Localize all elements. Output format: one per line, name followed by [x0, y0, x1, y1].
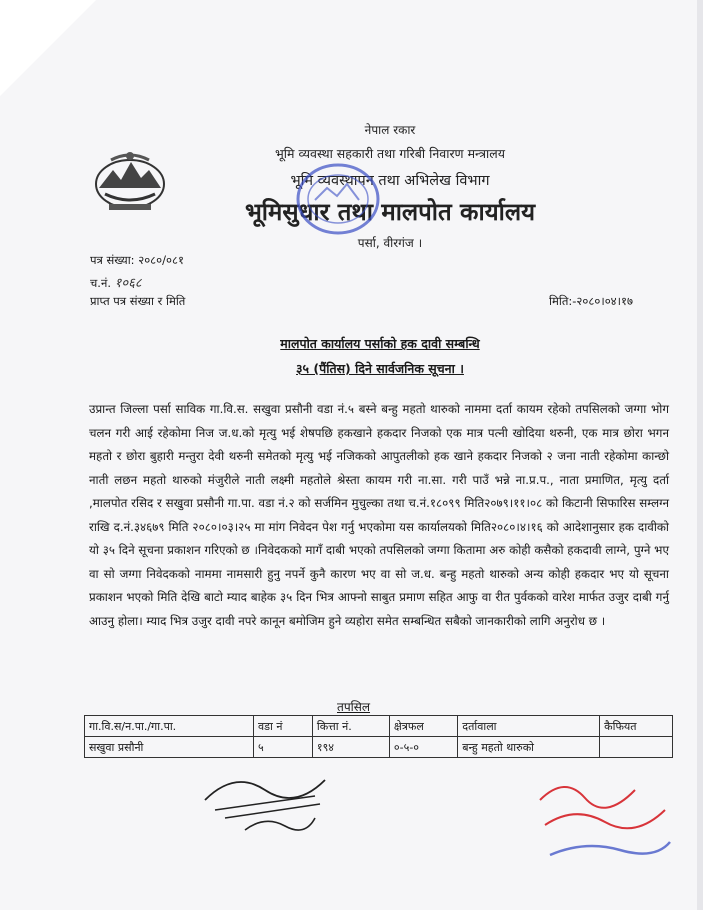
page-edge — [697, 0, 703, 910]
table-row — [85, 737, 673, 758]
header-ministry: भूमि व्यवस्था सहकारी तथा गरिबी निवारण मन्त्रालय — [275, 146, 505, 161]
table-header-row — [85, 716, 673, 737]
col-owner: दर्तावाला — [458, 716, 600, 737]
red-signature-stamp — [525, 770, 675, 870]
government-emblem-icon — [91, 148, 169, 214]
received-reference: प्राप्त पत्र संख्या र मिति — [90, 294, 186, 308]
subject-line-1: मालपोत कार्यालय पर्साको हक दावी सम्बन्धि — [280, 336, 480, 351]
header-office: भूमिसुधार तथा मालपोत कार्यालय — [244, 197, 536, 226]
cell-municipality: सखुवा प्रसौनी — [85, 737, 254, 758]
col-ward: वडा नं — [254, 716, 313, 737]
cell-owner: बन्हु महतो थारुको — [458, 737, 600, 758]
folded-corner — [0, 0, 96, 96]
letter-number: पत्र संख्या: २०८०/०८१ — [90, 253, 184, 267]
notice-body: उप्रान्त जिल्ला पर्सा साविक गा.वि.स. सखुवा प्रसौनी वडा नं.५ बस्ने बन्हु महतो थारुको नाममा दर्ता कायम रहेको तपसिलको जग्गा भोग चलन गरी आई रहेकोमा निज ज.ध.को मृत्यु भई शेषपछि हकखाने हकदार निजको एक मात्र पत्नी खोदिया थरुनी, एक मात्र छोरा भगन महतो र छोरा बुहारी मन्तुरा देवी थरुनी समेतको मृत्यु भई नजिकको आपुतलीको हक खाने हकदार निजको २ जना नाती रहेकोमा कान्छो नाती लछन महतो थारुको मंजुरीले नाती लक्ष्मी महतोले श्रेस्ता कायम गरी ना.सा. गरी पाउँ भन्ने ना.प्र.प., नाता प्रमाणित, मृत्यु दर्ता ,मालपोत रसिद र सखुवा प्रसौनी गा.पा. वडा नं.२ को सर्जमिन मुचुल्का तथा च.नं.१८०९९ मिति२०७९।११।०८ को किटानी सिफारिस सम्लग्न राखि द.नं.३४६७९ मिति २०८०।०३।२५ मा मांग निवेदन पेश गर्नु भएकोमा यस कार्यालयको मिति२०८०।४।१६ को आदेशानुसार हक दावीको यो ३५ दिने सूचना प्रकाशन गरिएको छ ।निवेदकको मागँ दाबी भएको तपसिलको जग्गा कितामा अरु कोही कसैको हकदावी लाग्ने, पुग्ने भए वा सो जग्गा निवेदकको नाममा नामसारी हुनु नपर्ने कुनै कारण भए वा सो ज.ध. बन्हु महतो थारुको अन्य कोही हकदार भए यो सूचना प्रकाशन भएको मिति देखि बाटो म्याद बाहेक ३५ दिन भित्र आफ्नो साबुत प्रमाण सहित आफु वा रीत पुर्वकको वारेश मार्फत उजुर दाबी गर्नु आउनु होला। म्याद भित्र उजुर दावी नपरे कानून बमोजिम हुने व्यहोरा समेत सम्बन्धित सबैको जानकारीको लागि अनुरोध छ । — [89, 402, 669, 628]
document-date: मिति:-२०८०।०४।१७ — [549, 294, 633, 308]
land-details-table — [84, 715, 673, 758]
col-area: क्षेत्रफल — [389, 716, 457, 737]
col-plot-no: कित्ता नं. — [312, 716, 389, 737]
subject-line-2: ३५ (पैंतिस) दिने सार्वजनिक सूचना । — [296, 361, 464, 376]
officer-signature — [195, 760, 335, 840]
cell-plot-no: १९४ — [312, 737, 389, 758]
dispatch-number: च.नं. १०६८ — [90, 276, 142, 291]
office-stamp — [293, 160, 383, 238]
cell-area: ०-५-० — [389, 737, 457, 758]
header-location: पर्सा, वीरगंज । — [357, 236, 423, 250]
table-caption: तपसिल — [337, 700, 371, 714]
cell-remarks — [600, 737, 673, 758]
col-remarks: कैफियत — [600, 716, 673, 737]
cell-ward: ५ — [254, 737, 313, 758]
col-municipality: गा.वि.स/न.पा./गा.पा. — [85, 716, 254, 737]
header-government: नेपाल रकार — [364, 123, 416, 137]
header-department: भूमि व्यवस्थापन तथा अभिलेख विभाग — [290, 173, 490, 189]
